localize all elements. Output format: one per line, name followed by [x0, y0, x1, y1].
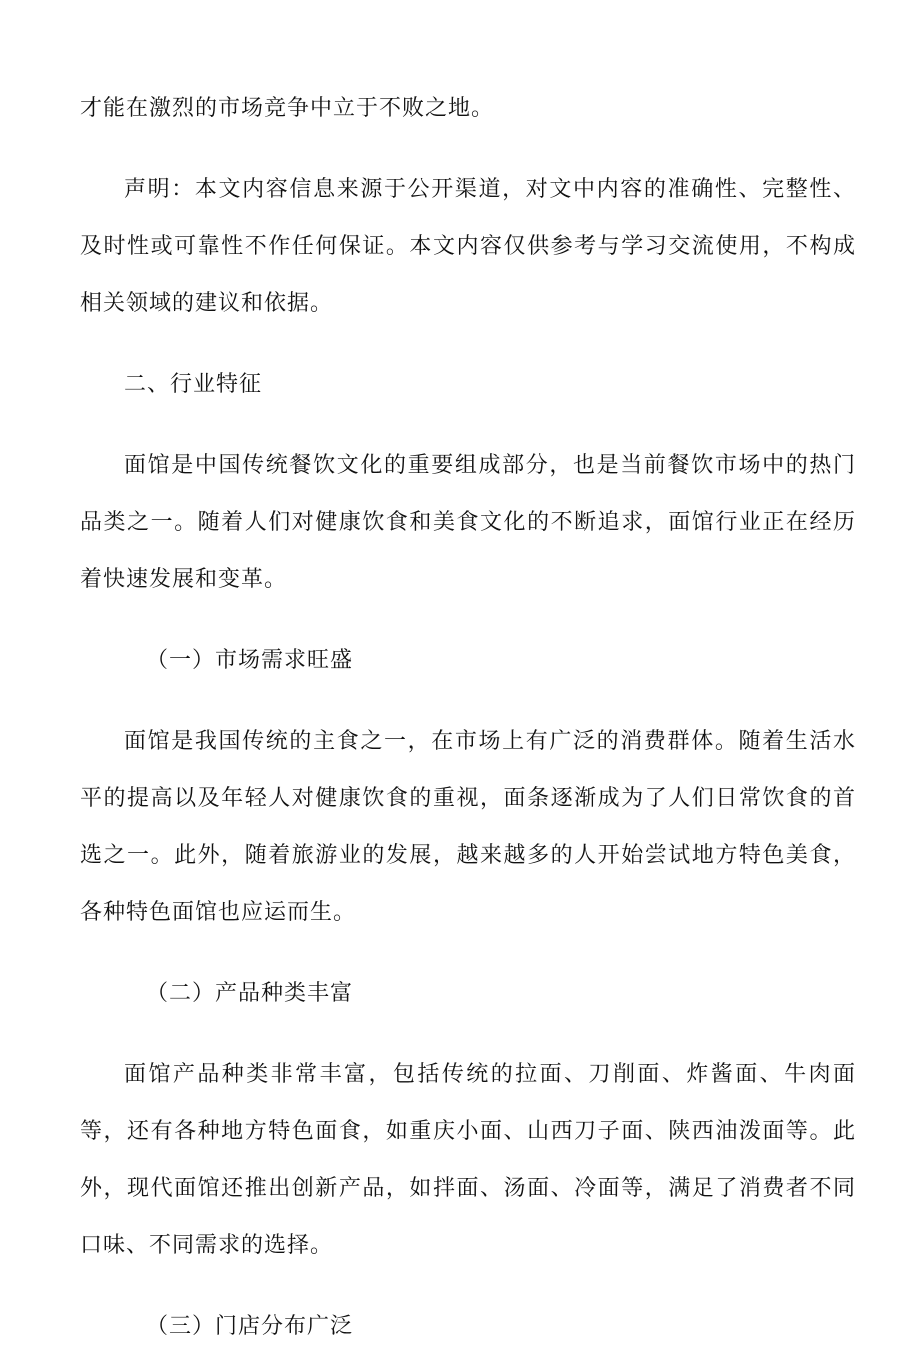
- spacer: [80, 1274, 856, 1298]
- spacer: [80, 332, 856, 356]
- spacer: [80, 137, 856, 161]
- paragraph-product-variety: 面馆产品种类非常丰富，包括传统的拉面、刀削面、炸酱面、牛肉面等，还有各种地方特色面食，如重庆小面、山西刀子面、陕西油泼面等。此外，现代面馆还推出创新产品，如拌面、汤面、冷面等，满足了消费者不同口味、不同需求的选择。: [80, 1062, 856, 1258]
- paragraph-continuation: 才能在激烈的市场竞争中立于不败之地。: [80, 96, 495, 121]
- paragraph-intro: 面馆是中国传统餐饮文化的重要组成部分，也是当前餐饮市场中的热门品类之一。随着人们对健康饮食和美食文化的不断追求，面馆行业正在经历着快速发展和变革。: [80, 453, 856, 592]
- spacer: [80, 413, 856, 437]
- section-heading-industry-features: 二、行业特征: [124, 372, 263, 397]
- subheading-product-variety: （二）产品种类丰富: [146, 981, 354, 1006]
- paragraph-disclaimer: 声明：本文内容信息来源于公开渠道，对文中内容的准确性、完整性、及时性或可靠性不作任何保证。本文内容仅供参考与学习交流使用，不构成相关领域的建议和依据。: [80, 177, 856, 316]
- spacer: [80, 689, 856, 713]
- spacer: [80, 1022, 856, 1046]
- spacer: [80, 941, 856, 965]
- subheading-market-demand: （一）市场需求旺盛: [146, 648, 354, 673]
- subheading-store-distribution: （三）门店分布广泛: [146, 1314, 354, 1339]
- paragraph-market-demand: 面馆是我国传统的主食之一，在市场上有广泛的消费群体。随着生活水平的提高以及年轻人对健康饮食的重视，面条逐渐成为了人们日常饮食的首选之一。此外，随着旅游业的发展，越来越多的人开始尝试地方特色美食，各种特色面馆也应运而生。: [80, 729, 856, 925]
- spacer: [80, 608, 856, 632]
